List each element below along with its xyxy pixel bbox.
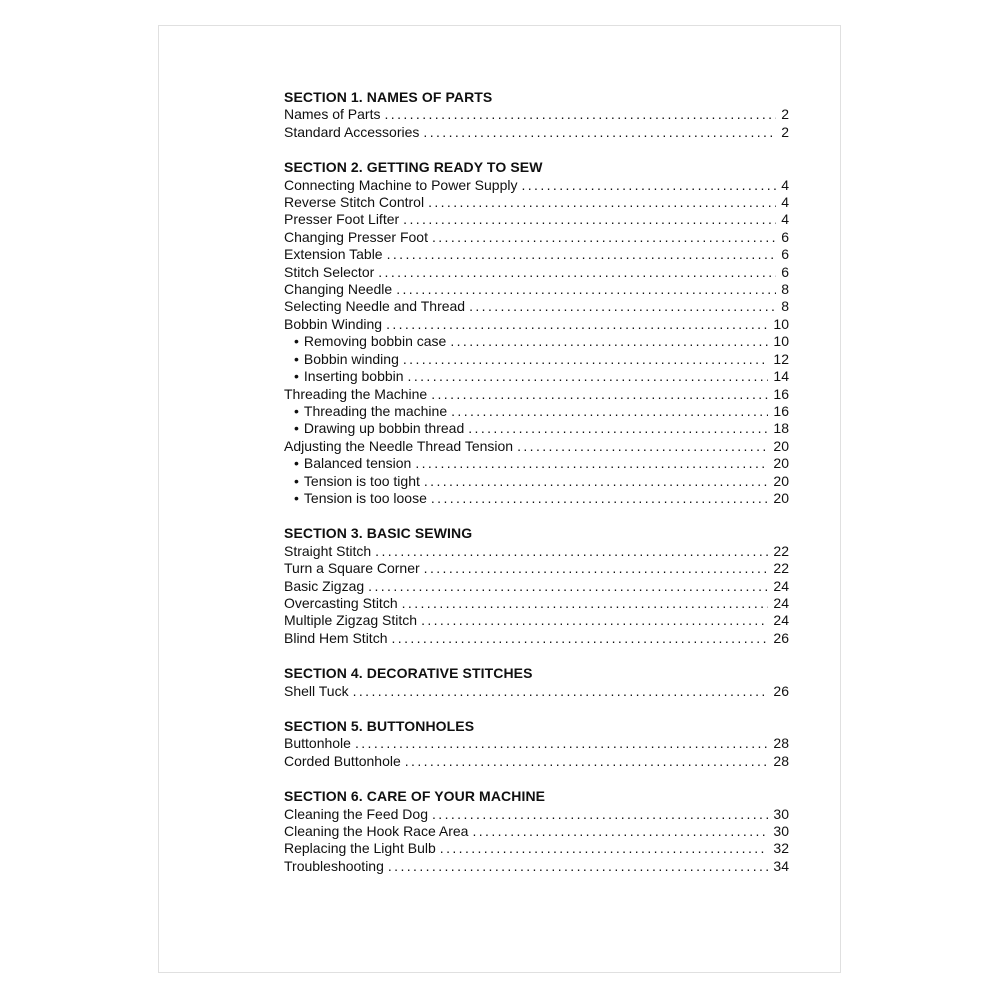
toc-entry — [284, 595, 789, 612]
dot-leader — [431, 490, 769, 507]
toc-entry-label: • Tension is too loose — [294, 490, 427, 507]
dot-leader — [517, 438, 768, 455]
toc-entry-label: Threading the Machine — [284, 385, 428, 402]
dot-leader — [387, 246, 777, 263]
dot-leader — [424, 473, 769, 490]
toc-entry-page: 18 — [773, 420, 789, 437]
toc-entry-page: 2 — [781, 106, 789, 123]
toc-entry-label: • Inserting bobbin — [294, 368, 404, 385]
toc-entry — [284, 683, 789, 700]
toc-entry-label: Stitch Selector — [284, 263, 375, 280]
dot-leader — [408, 368, 769, 385]
toc-entry — [284, 211, 789, 228]
dot-leader — [378, 264, 776, 281]
toc-entry-label: • Bobbin winding — [294, 351, 399, 368]
toc-entry-label: Blind Hem Stitch — [284, 629, 388, 646]
dot-leader — [432, 229, 776, 246]
toc-section-2 — [284, 159, 789, 507]
toc-entry-label: Shell Tuck — [284, 682, 349, 699]
toc-entry-page: 8 — [781, 298, 789, 315]
toc-entry-label: Basic Zigzag — [284, 577, 365, 594]
toc-entry-page: 4 — [781, 176, 789, 193]
toc-entry — [284, 177, 789, 194]
toc-entry — [284, 246, 789, 263]
dot-leader — [415, 455, 768, 472]
toc-section-1 — [284, 89, 789, 141]
toc-entry — [284, 386, 789, 403]
dot-leader — [468, 420, 768, 437]
toc-entry-label: • Drawing up bobbin thread — [294, 420, 464, 437]
toc-entry-page: 2 — [781, 123, 789, 140]
toc-entry — [284, 630, 789, 647]
dot-leader — [388, 858, 769, 875]
toc-section-5 — [284, 718, 789, 770]
dot-leader — [391, 630, 768, 647]
dot-leader — [472, 823, 768, 840]
toc-entry-label: Buttonhole — [284, 735, 351, 752]
dot-leader — [450, 333, 768, 350]
toc-entry-page: 24 — [773, 594, 789, 611]
dot-leader — [368, 578, 768, 595]
dot-leader — [386, 316, 768, 333]
toc-entry — [284, 735, 789, 752]
toc-entry-page: 6 — [781, 263, 789, 280]
toc-section-6 — [284, 788, 789, 875]
toc-entry-label: Straight Stitch — [284, 542, 372, 559]
dot-leader — [402, 595, 769, 612]
toc-entry-label: Adjusting the Needle Thread Tension — [284, 437, 514, 454]
toc-entry-page: 22 — [773, 560, 789, 577]
toc-section-3 — [284, 525, 789, 647]
toc-entry — [284, 612, 789, 629]
toc-entry-label: Corded Buttonhole — [284, 752, 401, 769]
toc-entry — [284, 543, 789, 560]
toc-entry-label: • Balanced tension — [294, 455, 411, 472]
toc-entry-page: 20 — [773, 472, 789, 489]
section-heading: SECTION 6. CARE OF YOUR MACHINE — [284, 788, 546, 805]
toc-entry-label: Selecting Needle and Thread — [284, 298, 466, 315]
toc-entry — [284, 858, 789, 875]
toc-entry — [284, 264, 789, 281]
toc-entry-page: 6 — [781, 228, 789, 245]
toc-entry-page: 34 — [773, 857, 789, 874]
toc-entry-page: 28 — [773, 752, 789, 769]
toc-entry-page: 16 — [773, 402, 789, 419]
toc-entry-label: Cleaning the Feed Dog — [284, 805, 428, 822]
dot-leader — [396, 281, 776, 298]
toc-entry-page: 30 — [773, 823, 789, 840]
toc-entry-page: 26 — [773, 629, 789, 646]
dot-leader — [440, 840, 769, 857]
toc-entry-page: 10 — [773, 333, 789, 350]
toc-entry-label: Cleaning the Hook Race Area — [284, 823, 469, 840]
toc-entry-label: Names of Parts — [284, 106, 381, 123]
toc-entry — [284, 806, 789, 823]
toc-entry-label: Bobbin Winding — [284, 315, 383, 332]
section-heading: SECTION 4. DECORATIVE STITCHES — [284, 665, 533, 682]
toc-entry-page: 10 — [773, 315, 789, 332]
toc-entry-page: 12 — [773, 350, 789, 367]
toc-entry-page: 4 — [781, 211, 789, 228]
toc-entry — [284, 229, 789, 246]
section-heading: SECTION 1. NAMES OF PARTS — [284, 89, 493, 105]
toc-entry-sub — [284, 351, 789, 368]
toc-entry-page: 8 — [781, 281, 789, 298]
dot-leader — [355, 735, 768, 752]
toc-entry-label: • Threading the machine — [294, 403, 447, 420]
dot-leader — [431, 386, 768, 403]
toc-entry-page: 20 — [773, 455, 789, 472]
dot-leader — [421, 612, 768, 629]
dot-leader — [432, 806, 768, 823]
toc-entry-label: Overcasting Stitch — [284, 594, 398, 611]
toc-entry-page: 30 — [773, 805, 789, 822]
toc-entry-sub — [284, 368, 789, 385]
dot-leader — [424, 560, 769, 577]
section-heading: SECTION 2. GETTING READY TO SEW — [284, 159, 543, 176]
toc-entry-label: Connecting Machine to Power Supply — [284, 176, 518, 193]
dot-leader — [423, 124, 776, 141]
toc-entry-label: Changing Presser Foot — [284, 228, 428, 245]
dot-leader — [403, 211, 776, 228]
toc-entry-label: Extension Table — [284, 246, 383, 263]
toc-entry-page: 14 — [773, 368, 789, 385]
toc-entry-page: 20 — [773, 437, 789, 454]
toc-entry-page: 32 — [773, 840, 789, 857]
dot-leader — [384, 106, 776, 123]
toc-entry — [284, 578, 789, 595]
toc-entry-label: Changing Needle — [284, 281, 393, 298]
dot-leader — [375, 543, 768, 560]
toc-entry — [284, 281, 789, 298]
toc-entry-sub — [284, 490, 789, 507]
section-heading: SECTION 3. BASIC SEWING — [284, 525, 473, 542]
dot-leader — [428, 194, 776, 211]
toc-entry-page: 16 — [773, 385, 789, 402]
toc-entry-sub — [284, 455, 789, 472]
toc-entry-sub — [284, 473, 789, 490]
dot-leader — [353, 683, 769, 700]
toc-entry-label: Standard Accessories — [284, 123, 420, 140]
toc-entry-label: • Removing bobbin case — [294, 333, 446, 350]
toc-entry-sub — [284, 403, 789, 420]
toc-entry — [284, 438, 789, 455]
toc-entry-page: 4 — [781, 194, 789, 211]
toc-entry — [284, 106, 789, 123]
dot-leader — [403, 351, 769, 368]
dot-leader — [469, 298, 776, 315]
toc-entry-label: Presser Foot Lifter — [284, 211, 400, 228]
toc-entry-page: 28 — [773, 735, 789, 752]
toc-entry-page: 26 — [773, 682, 789, 699]
dot-leader — [451, 403, 768, 420]
toc-entry — [284, 823, 789, 840]
manual-page — [158, 25, 841, 973]
toc-entry-page: 24 — [773, 577, 789, 594]
toc-entry-label: • Tension is too tight — [294, 473, 420, 490]
toc-entry — [284, 316, 789, 333]
table-of-contents — [159, 26, 840, 875]
toc-entry — [284, 840, 789, 857]
dot-leader — [521, 177, 776, 194]
toc-entry-label: Multiple Zigzag Stitch — [284, 612, 418, 629]
dot-leader — [405, 753, 769, 770]
toc-entry-page: 6 — [781, 246, 789, 263]
toc-entry-page: 24 — [773, 612, 789, 629]
toc-entry — [284, 753, 789, 770]
toc-entry-page: 22 — [773, 542, 789, 559]
toc-entry-label: Replacing the Light Bulb — [284, 840, 436, 857]
toc-entry-label: Turn a Square Corner — [284, 560, 420, 577]
section-heading: SECTION 5. BUTTONHOLES — [284, 718, 475, 734]
toc-entry-label: Reverse Stitch Control — [284, 194, 425, 211]
toc-entry-page: 20 — [773, 489, 789, 506]
toc-entry — [284, 560, 789, 577]
toc-entry-label: Troubleshooting — [284, 857, 384, 874]
toc-entry-sub — [284, 333, 789, 350]
toc-entry — [284, 298, 789, 315]
toc-entry — [284, 194, 789, 211]
toc-entry-sub — [284, 420, 789, 437]
toc-section-4 — [284, 665, 789, 700]
toc-entry — [284, 124, 789, 141]
